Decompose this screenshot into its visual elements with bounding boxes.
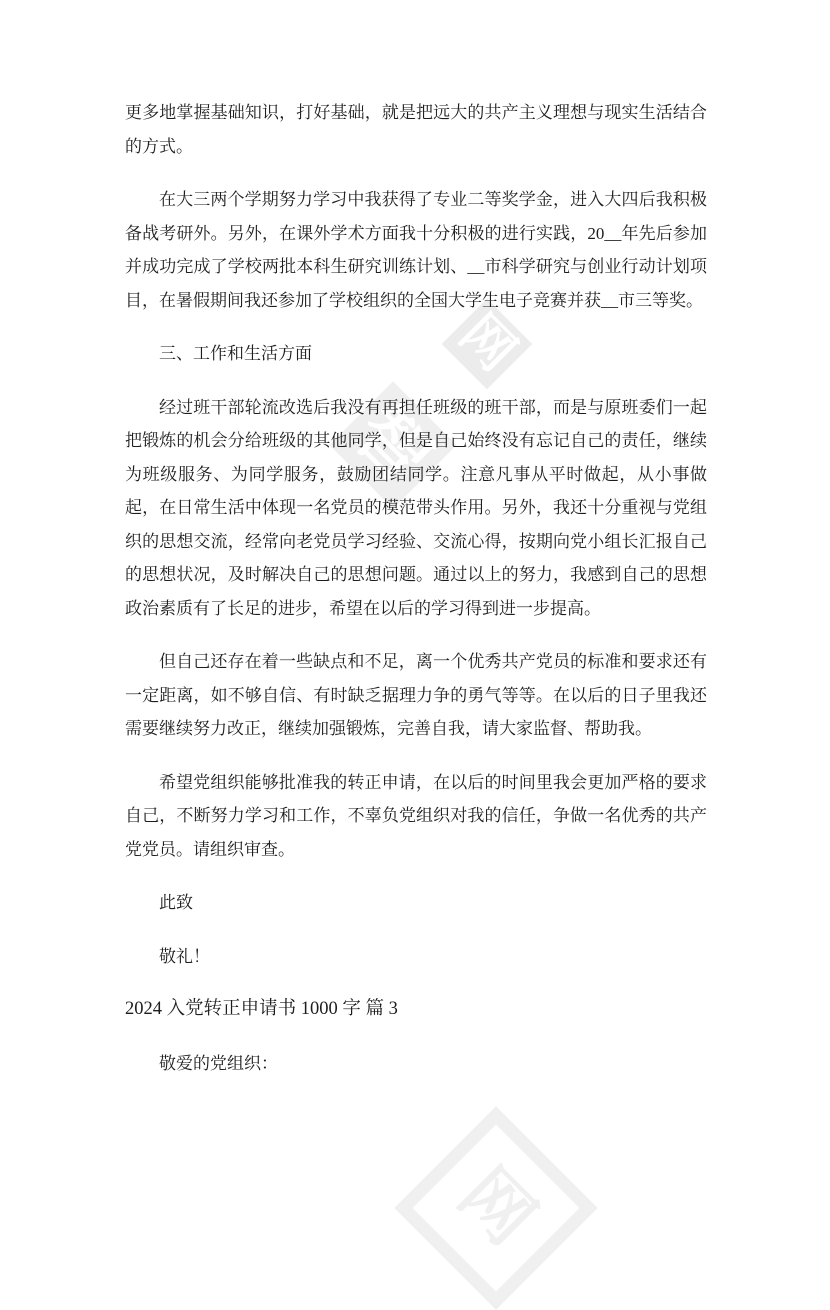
salutation: 敬爱的党组织： <box>159 1053 278 1073</box>
paragraph-continuation: 更多地掌握基础知识，打好基础，就是把远大的共产主义理想与现实生活结合的方式。 <box>125 103 707 156</box>
closing-jingli: 敬礼！ <box>159 946 210 966</box>
watermark-diamond-icon <box>394 1106 598 1310</box>
watermark-character: 网 <box>444 1155 549 1260</box>
paragraph: 经过班干部轮流改选后我没有再担任班级的班干部，而是与原班委们一起把锻炼的机会分给班级的其他同学，但是自己始终没有忘记自己的责任，继续为班级服务、为同学服务，鼓励团结同学。注意凡事从平时做起，从小事做起，在日常生活中体现一名党员的模范带头作用。另外，我还十分重视与党组织的思想交流，经常向老党员学习经验、交流心得，按期向党小组长汇报自己的思想状况，及时解决自己的思想问题。通过以上的努力，我感到自己的思想政治素质有了长足的进步，希望在以后的学习得到进一步提高。 <box>125 397 707 618</box>
article-title: 2024 入党转正申请书 1000 字 篇 3 <box>125 999 398 1019</box>
document-body <box>125 0 707 1080</box>
watermark-character: 智 <box>339 391 447 499</box>
paragraph: 但自己还存在着一些缺点和不足，离一个优秀共产党员的标准和要求还有一定距离，如不够自信、有时缺乏据理力争的勇气等等。在以后的日子里我还需要继续努力改正，继续加强锻炼，完善自我，请大家监督、帮助我。 <box>125 652 707 738</box>
watermark-character: 网 <box>448 305 526 383</box>
paragraph: 在大三两个学期努力学习中我获得了专业二等奖学金，进入大四后我积极备战考研外。另外，在课外学术方面我十分积极的进行实践，20__年先后参加并成功完成了学校两批本科生研究训练计划、__市科学研究与创业行动计划项目，在暑假期间我还参加了学校组织的全国大学生电子竞赛并获__市三等奖。 <box>125 190 707 310</box>
closing-cizhi: 此致 <box>159 893 193 912</box>
paragraph: 希望党组织能够批准我的转正申请，在以后的时间里我会更加严格的要求自己，不断努力学习和工作，不辜负党组织对我的信任，争做一名优秀的共产党党员。请组织审查。 <box>125 772 707 859</box>
section-heading: 三、工作和生活方面 <box>159 344 312 363</box>
